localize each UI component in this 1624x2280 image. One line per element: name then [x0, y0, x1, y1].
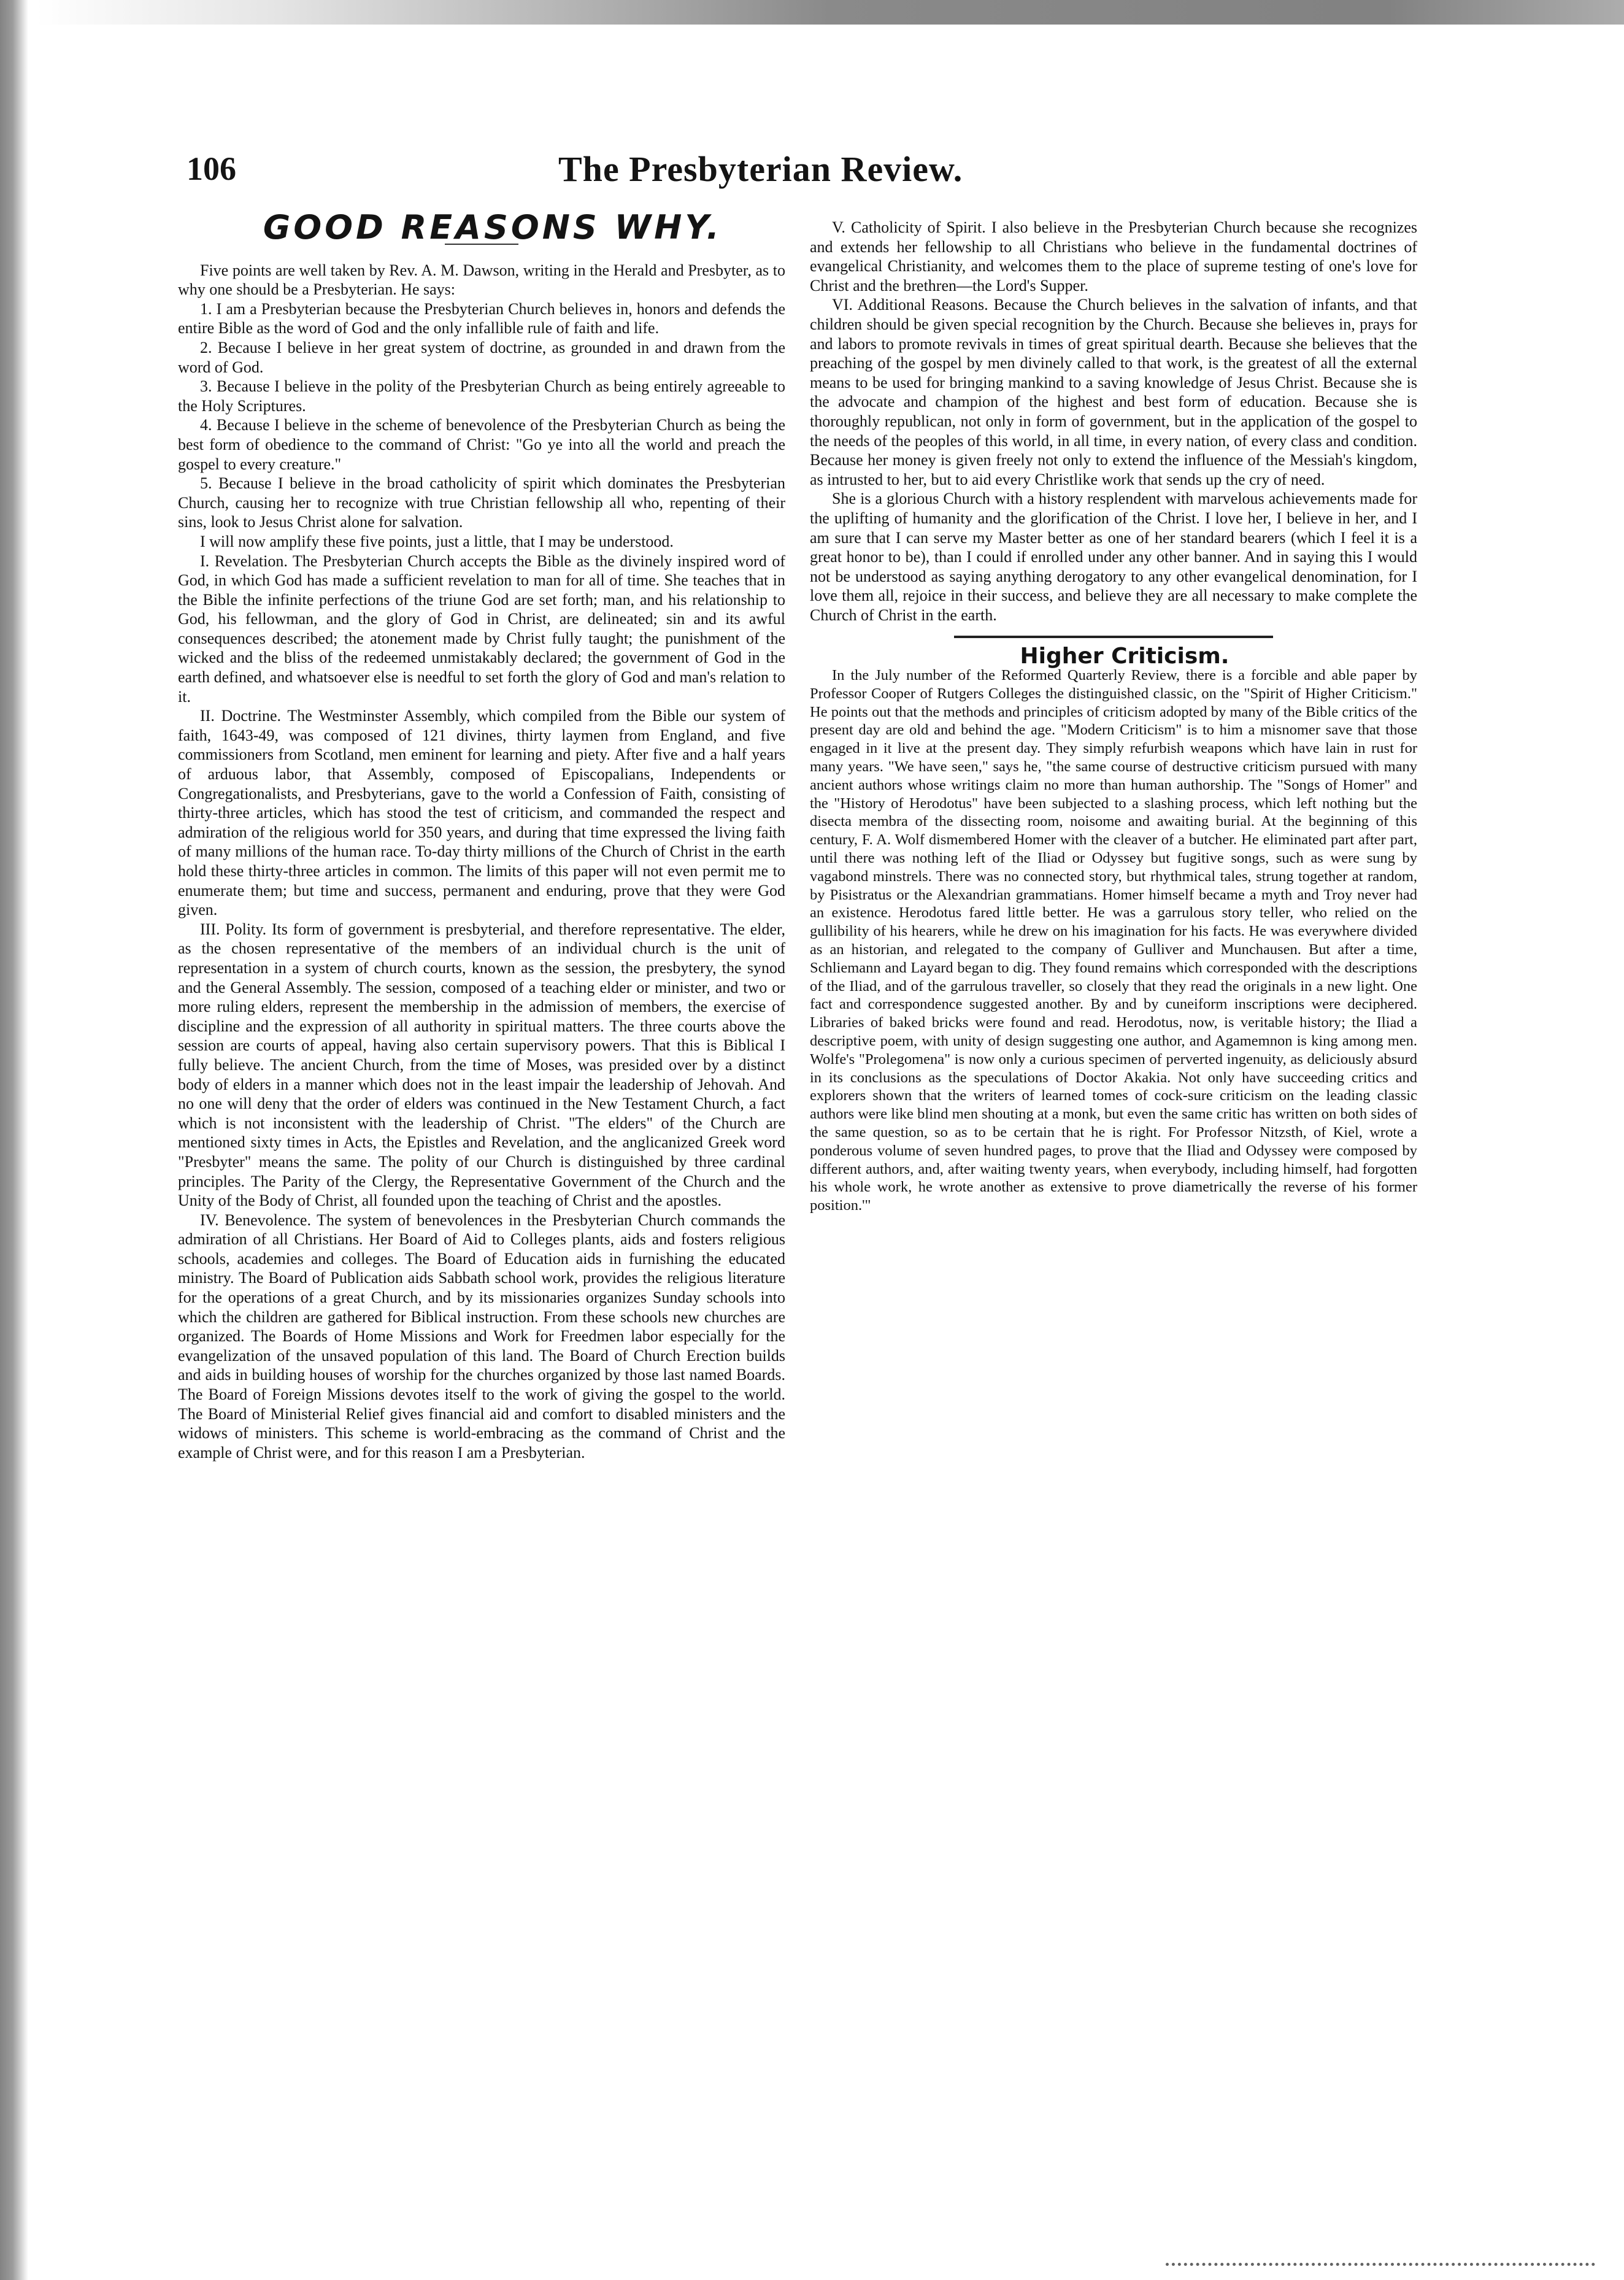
article-intro: Five points are well taken by Rev. A. M. Dawson, writing in the Herald and Presbyter, as to why one should be a Presbyterian. He says:: [178, 261, 785, 299]
journal-title: The Presbyterian Review.: [558, 149, 963, 189]
column-left: [178, 208, 785, 1462]
point-3: 3. Because I believe in the polity of the Presbyterian Church as being entirely agreeable to the Holy Scriptures.: [178, 377, 785, 415]
point-4: 4. Because I believe in the scheme of benevolence of the Presbyterian Church as being the best form of obedience to the command of Christ: "Go ye into all the world and preach the gospel to every creature.": [178, 416, 785, 473]
article-title-higher-criticism: Higher Criticism.: [1020, 644, 1230, 669]
section-rule: [954, 636, 1273, 638]
column-right: [810, 218, 1417, 1215]
section-polity: III. Polity. Its form of government is presbyterial, and therefore representative. The elder, as the chosen representative of the members of an individual church is the unit of representation in a system of church courts, known as the session, the presbytery, the synod and the General Assembly. The session, composed of a teaching elder or minister, and two or more ruling elders, represent the membership in the admission of members, the exercise of discipline and the expression of all authority in spiritual matters. The three courts above the session are courts of appeal, having also certain supervisory powers. That this is Biblical I fully believe. The ancient Church, from the time of Moses, was presided over by a distinct body of elders in a manner which does not in the least impair the leadership of Jehovah. And no one will deny that the order of elders was continued in the New Testament Church, a fact which is not inconsistent with the leadership of Christ. "The elders" of the Church are mentioned sixty times in Acts, the Epistles and Revelation, and the anglicanized Greek word "Presbyter" means the same. The polity of our Church is distinguished by three cardinal principles. The Parity of the Clergy, the Representative Government of the Church and the Unity of the Body of Christ, all founded upon the teaching of Christ and the apostles.: [178, 920, 785, 1210]
page-header: [178, 146, 1460, 195]
point-5: 5. Because I believe in the broad catholicity of spirit which dominates the Presbyterian Church, causing her to recognize with true Christian fellowship all who, repenting of their sins, look to Jesus Christ alone for salvation.: [178, 474, 785, 531]
scan-edge-top: [37, 0, 1624, 25]
section-catholicity: V. Catholicity of Spirit. I also believe in the Presbyterian Church because she recognizes and extends her fellowship to all Christians who believe in the fundamental doctrines of evangelical Christianity, and welcomes them to the place of supreme testing of one's love for Christ and the brethren—the Lord's Supper.: [810, 218, 1417, 295]
section-doctrine: II. Doctrine. The Westminster Assembly, which compiled from the Bible our system of faith, 1643-49, was composed of 121 divines, thirty laymen from England, and five commissioners from Scotland, men eminent for learning and piety. After five and a half years of arduous labor, that Assembly, composed of Episcopalians, Independents or Congregationalists, and Presbyterians, gave to the world a Confession of Faith, consisting of thirty-three articles, which has stood the test of criticism, and commanded the respect and admiration of the religious world for 350 years, and during that time expressed the living faith of many millions of the human race. To-day thirty millions of the Church of Christ in the earth hold these thirty-three articles in common. The limits of this paper will not even permit me to enumerate them; but time and success, permanent and enduring, prove that they were God given.: [178, 707, 785, 919]
section-benevolence: IV. Benevolence. The system of benevolences in the Presbyterian Church commands the admiration of all Christians. Her Board of Aid to Colleges plants, aids and fosters religious schools, academies and colleges. The Board of Education aids in furnishing the educated ministry. The Board of Publication aids Sabbath school work, provides the religious literature for the operations of a great Church, and by its missionaries organizes Sunday schools into which the children are gathered for Biblical instruction. From these schools new churches are organized. The Boards of Home Missions and Work for Freedmen labor especially for the evangelization of the unsaved population of this land. The Board of Church Erection builds and aids in building houses of worship for the churches organized by those last named Boards. The Board of Foreign Missions devotes itself to the work of giving the gospel to the world. The Board of Ministerial Relief gives financial aid and comfort to disabled ministers and the widows of ministers. This scheme is world-embracing as the command of Christ and the example of Christ were, and for this reason I am a Presbyterian.: [178, 1211, 785, 1462]
closing-paragraph: She is a glorious Church with a history resplendent with marvelous achievements made for the uplifting of humanity and the glorification of the Christ. I love her, I believe in her, and I am sure that I can serve my Master better as one of her standard bearers (which I feel it is a great honor to be), than I could if enrolled under any other banner. And in saying this I would not be understood as saying anything derogatory to any other evangelical denomination, for I love them all, rejoice in their success, and believe they are all necessary to make complete the Church of Christ in the earth.: [810, 490, 1417, 624]
higher-criticism-paragraph: In the July number of the Reformed Quarterly Review, there is a forcible and able paper by Professor Cooper of Rutgers Colleges the distinguished classic, on the "Spirit of Higher Criticism." He points out that the methods and principles of criticism adopted by many of the Bible critics of the present day are old and behind the age. "Modern Criticism" is to him a misnomer save that those engaged in it live at the present day. They simply refurbish weapons which have lain in rust for many years. "We have seen," says he, "the same course of destructive criticism pursued with many ancient authors whose writings claim no more than human authorship. The "Songs of Homer" and the "History of Herodotus" have been subjected to a slashing process, which left nothing but the disecta membra of the dissecting room, noisome and awaiting burial. At the beginning of this century, F. A. Wolf dismembered Homer with the cleaver of a butcher. He eliminated part after part, until there was nothing left of the Iliad or Odyssey but fugitive songs, such as were sung by vagabond minstrels. There was no connected story, but rhythmical tales, strung together at random, by Pisistratus or the Alexandrian grammatians. Homer himself became a myth and Troy never had an existence. Herodotus fared little better. He was a garrulous story teller, who relied on the gullibility of his hearers, while he drew on his imagination for his facts. He was everywhere divided as an historian, and relegated to the company of Gulliver and Munchausen. But after a time, Schliemann and Layard began to dig. They found remains which corresponded with the descriptions of the Iliad, and of the garrulous traveller, so closely that they read the originals in a new light. One fact and correspondence suggested another. By and by cuneiform inscriptions were deciphered. Libraries of baked bricks were found and read. Herodotus, now, is veritable history; the Iliad a descriptive poem, with unity of design suggesting one author, and Agamemnon is king among men. Wolfe's "Prolegomena" is now only a curious specimen of perverted ingenuity, as deliciously absurd in its conclusions as the speculations of Doctor Akakia. Not only have succeeding critics and explorers shown that the writers of learned tomes of cock-sure criticism on the leading classic authors were like blind men shouting at a monk, but even the same critic has written on both sides of the same question, so as to be certain that he is right. For Professor Nitzsth, of Kiel, wrote a ponderous volume of seven hundred pages, to prove that the Iliad and Odyssey were composed by different authors, and, after waiting twenty years, when everybody, including himself, had forgotten his whole work, he wrote another as extensive to prove diametrically the reverse of his former position.'": [810, 667, 1417, 1214]
article-title-good-reasons: GOOD REASONS WHY.: [263, 208, 723, 247]
page-number: 106: [187, 150, 236, 187]
scan-edge-bottom: [1166, 2252, 1595, 2266]
section-revelation: I. Revelation. The Presbyterian Church accepts the Bible as the divinely inspired word of God, in which God has made a sufficient revelation to man for all of time. She teaches that in the Bible the infinite perfections of the triune God are set forth; man, and his relationship to God, his fellowman, and the glory of God in Christ, are delineated; sin and its awful consequences described; the atonement made by Christ fully taught; the punishment of the wicked and the bliss of the redeemed unmistakably declared; the government of God in the earth defined, and whatsoever else is needful to set forth the glory of God and man's relation to it.: [178, 552, 785, 706]
point-1: 1. I am a Presbyterian because the Presbyterian Church believes in, honors and defends the entire Bible as the word of God and the only infallible rule of faith and life.: [178, 299, 785, 337]
point-2: 2. Because I believe in her great system of doctrine, as grounded in and drawn from the word of God.: [178, 338, 785, 376]
amplify-paragraph: I will now amplify these five points, just a little, that I may be understood.: [200, 532, 674, 550]
scan-edge-left: [0, 0, 28, 2280]
section-additional-reasons: VI. Additional Reasons. Because the Church believes in the salvation of infants, and that children should be given special recognition by the Church. Because she believes in, prays for and labors to promote revivals in times of great spiritual dearth. Because she believes that the preaching of the gospel by men divinely called to that work, is the greatest of all the external means to be used for bringing mankind to a saving knowledge of Jesus Christ. Because she is the advocate and champion of the highest and best form of education. Because she is thoroughly republican, not only in form of government, but in the application of the gospel to the needs of the peoples of this world, in all time, in every nation, of every class and condition. Because her money is given freely not only to extend the influence of the Messiah's kingdom, as intrusted to her, but to aid every Christlike work that sends up the cry of need.: [810, 296, 1417, 488]
